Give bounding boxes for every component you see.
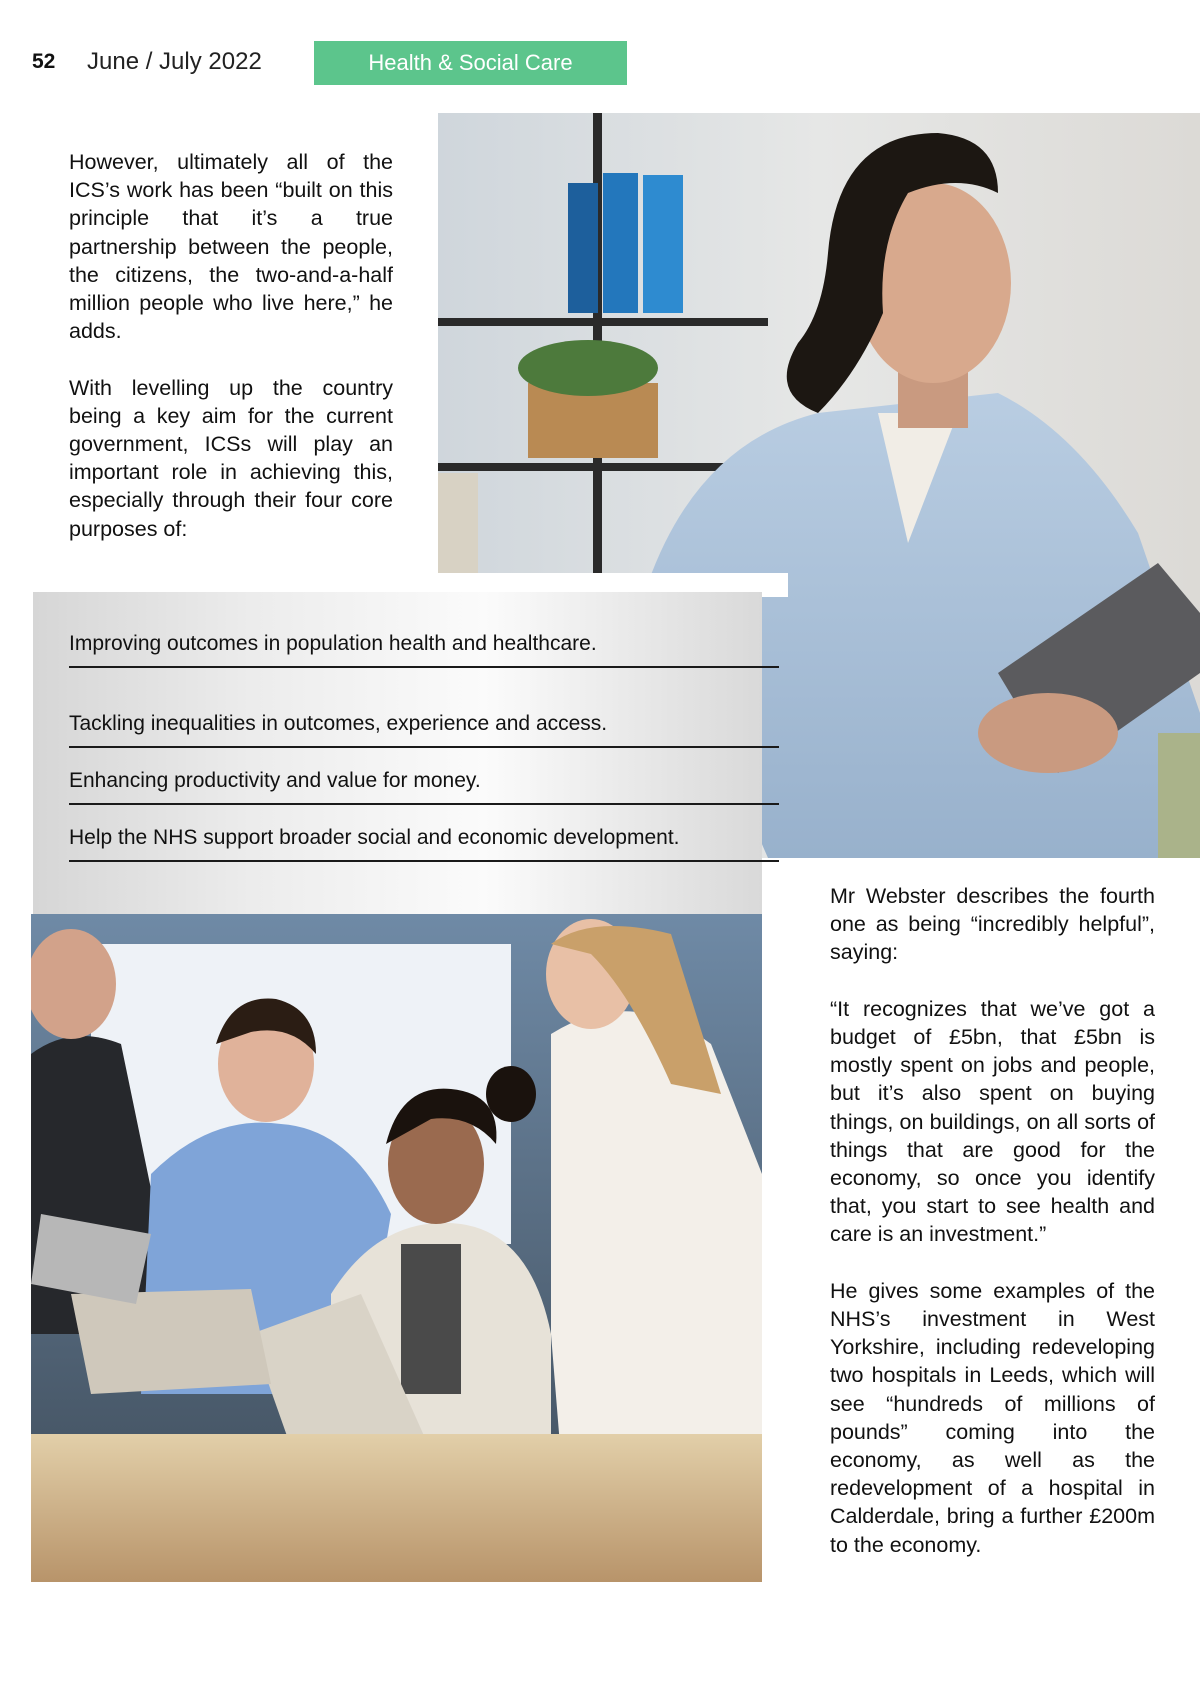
core-purpose-item: Improving outcomes in population health and healthcare.	[69, 632, 779, 668]
medical-team-photo	[31, 914, 762, 1582]
right-paragraph-1: Mr Webster describes the fourth one as being “incredibly helpful”, saying:	[830, 884, 1155, 965]
section-tag-label: Health & Social Care	[368, 50, 573, 75]
section-tag	[314, 41, 627, 85]
right-paragraph-3: He gives some examples of the NHS’s investment in West Yorkshire, including redeveloping two hospitals in Leeds, which will see “hundreds of millions of pounds” coming into the economy, as well as the redevelopment of a hospital in Calderdale, bring a further £200m to the economy.	[830, 1278, 1155, 1557]
core-purposes-box	[33, 592, 762, 914]
left-paragraph-1: However, ultimately all of the ICS’s work has been “built on this principle that it’s a true partnership between the people, the citizens, the two-and-a-half million people who live here,” he adds.	[69, 150, 393, 344]
core-purpose-item: Tackling inequalities in outcomes, experience and access.	[69, 712, 779, 748]
right-column-text	[830, 882, 1155, 1559]
core-purpose-item: Enhancing productivity and value for money.	[69, 769, 779, 805]
page-number: 52	[32, 50, 56, 73]
left-paragraph-2: With levelling up the country being a key aim for the current government, ICSs will play an important role in achieving this, especially through their four core purposes of:	[69, 375, 393, 541]
issue-date: June / July 2022	[87, 48, 262, 75]
core-purpose-item: Help the NHS support broader social and economic development.	[69, 826, 779, 862]
left-column-text	[69, 148, 393, 543]
right-paragraph-2: “It recognizes that we’ve got a budget of £5bn, that £5bn is mostly spent on jobs and people, but it’s also spent on buying things, on buildings, on all sorts of things that are good for the economy, so once you identify that, you start to see health and care is an investment.”	[830, 996, 1155, 1247]
